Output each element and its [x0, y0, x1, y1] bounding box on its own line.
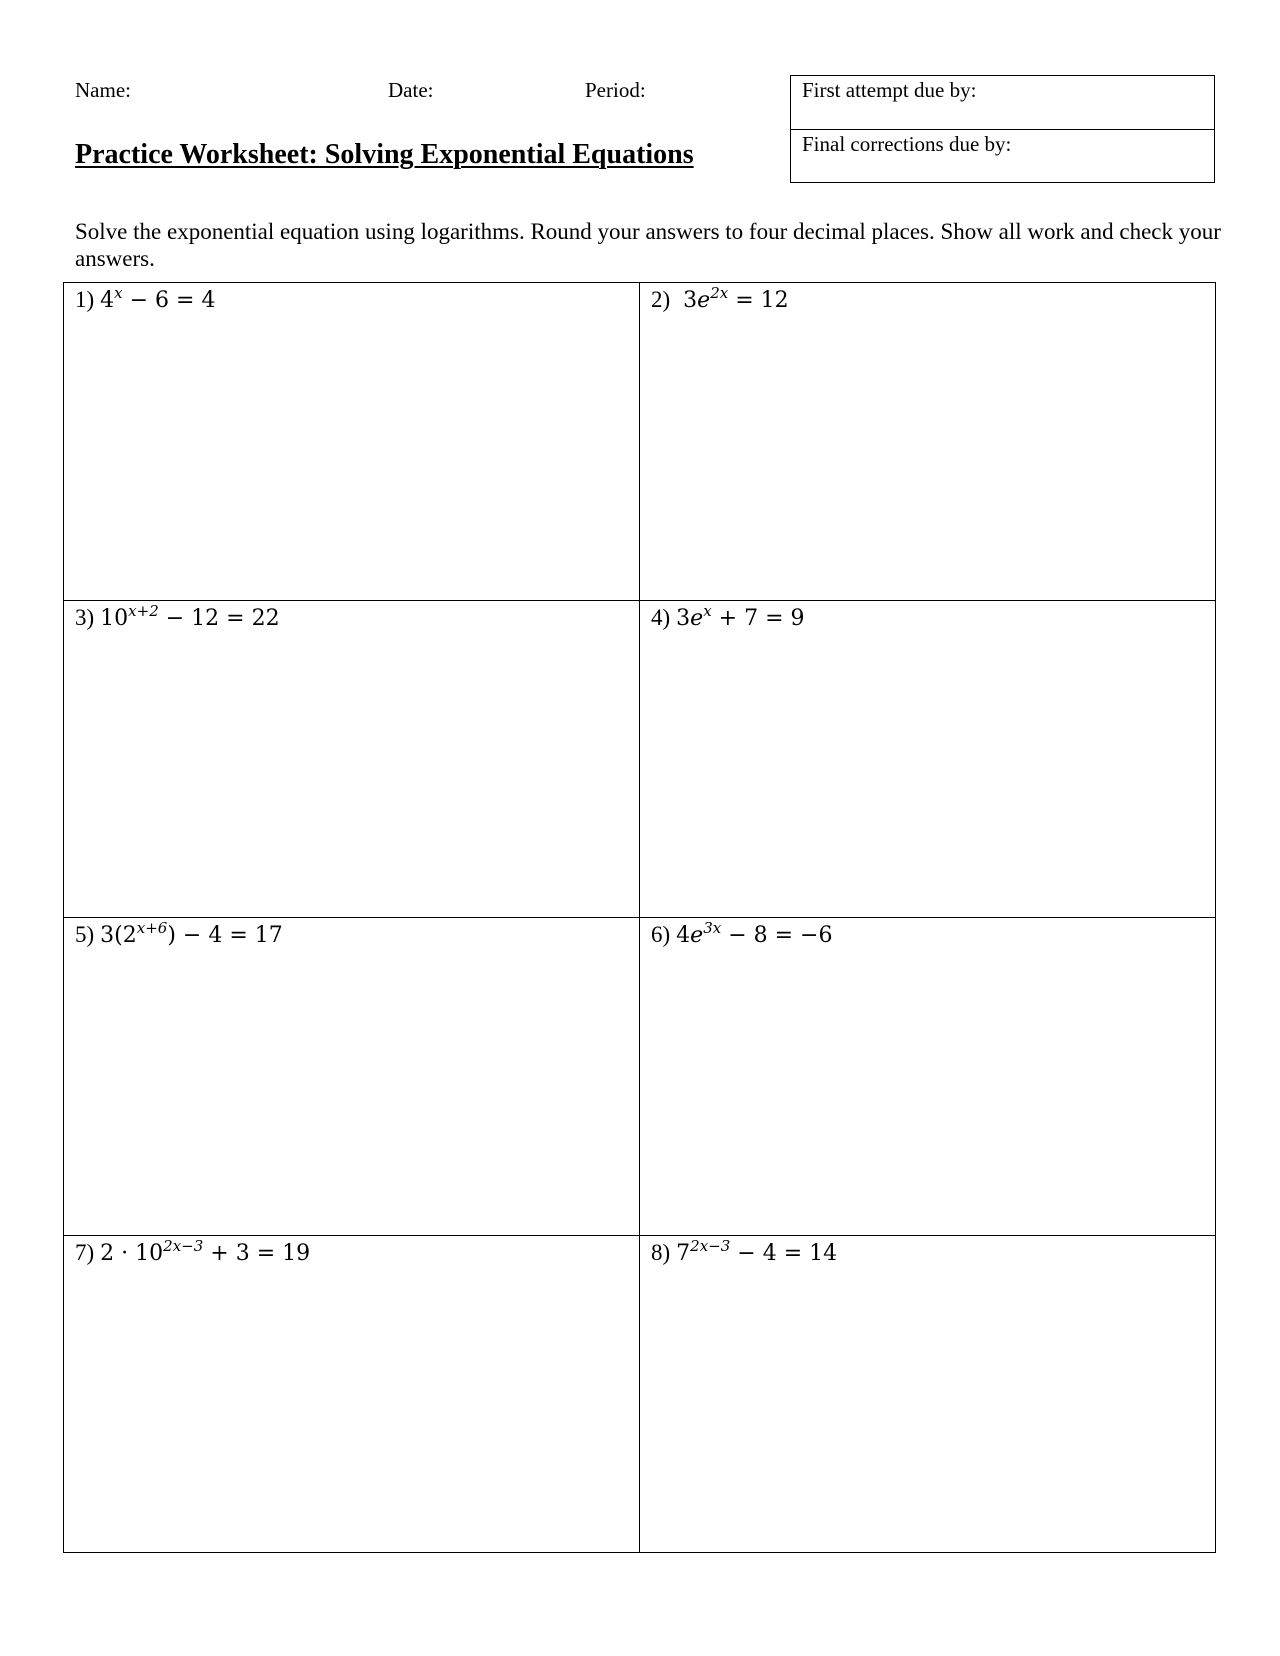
problem-equation: $4^x - 6 = 4$ — [100, 284, 216, 313]
name-label: Name: — [75, 78, 131, 102]
final-corrections-due: Final corrections due by: — [791, 129, 1214, 182]
instructions: Solve the exponential equation using logarithms. Round your answers to four decimal places. Show all work and check your answers. — [75, 219, 1221, 271]
problem-equation: $3(2^{x+6}) - 4 = 17$ — [100, 919, 283, 948]
problem-cell[interactable] — [640, 283, 1216, 601]
problem-number: 1) — [75, 287, 95, 312]
problem-number: 5) — [75, 922, 95, 947]
problem-grid — [63, 282, 1216, 1553]
problem-equation: $3e^{2x} = 12$ — [683, 284, 789, 313]
problem-number: 2) — [651, 287, 671, 312]
due-dates-box — [790, 75, 1215, 183]
problem-number: 4) — [651, 604, 671, 630]
problem-number: 6) — [651, 922, 671, 947]
problem-equation: $7^{2x-3} - 4 = 14$ — [676, 1236, 838, 1266]
problem-cell[interactable] — [64, 1236, 640, 1554]
problem-cell[interactable] — [640, 601, 1216, 919]
period-label: Period: — [585, 78, 646, 102]
problem-cell[interactable] — [640, 1236, 1216, 1554]
problem-number: 8) — [651, 1239, 671, 1265]
date-label: Date: — [388, 78, 434, 102]
first-attempt-due: First attempt due by: — [802, 78, 977, 102]
worksheet-title: Practice Worksheet: Solving Exponential Equations — [75, 139, 694, 170]
problem-equation: $10^{x+2} - 12 = 22$ — [100, 601, 280, 631]
problem-equation: $4e^{3x} - 8 = -6$ — [676, 919, 833, 948]
problem-cell[interactable] — [640, 918, 1216, 1236]
problem-cell[interactable] — [64, 918, 640, 1236]
problem-equation: $3e^x + 7 = 9$ — [676, 601, 805, 631]
problem-number: 7) — [75, 1239, 95, 1265]
problem-number: 3) — [75, 604, 95, 630]
problem-cell[interactable] — [64, 601, 640, 919]
problem-equation: $2 \cdot 10^{2x-3} + 3 = 19$ — [100, 1236, 311, 1266]
problem-cell[interactable] — [64, 283, 640, 601]
